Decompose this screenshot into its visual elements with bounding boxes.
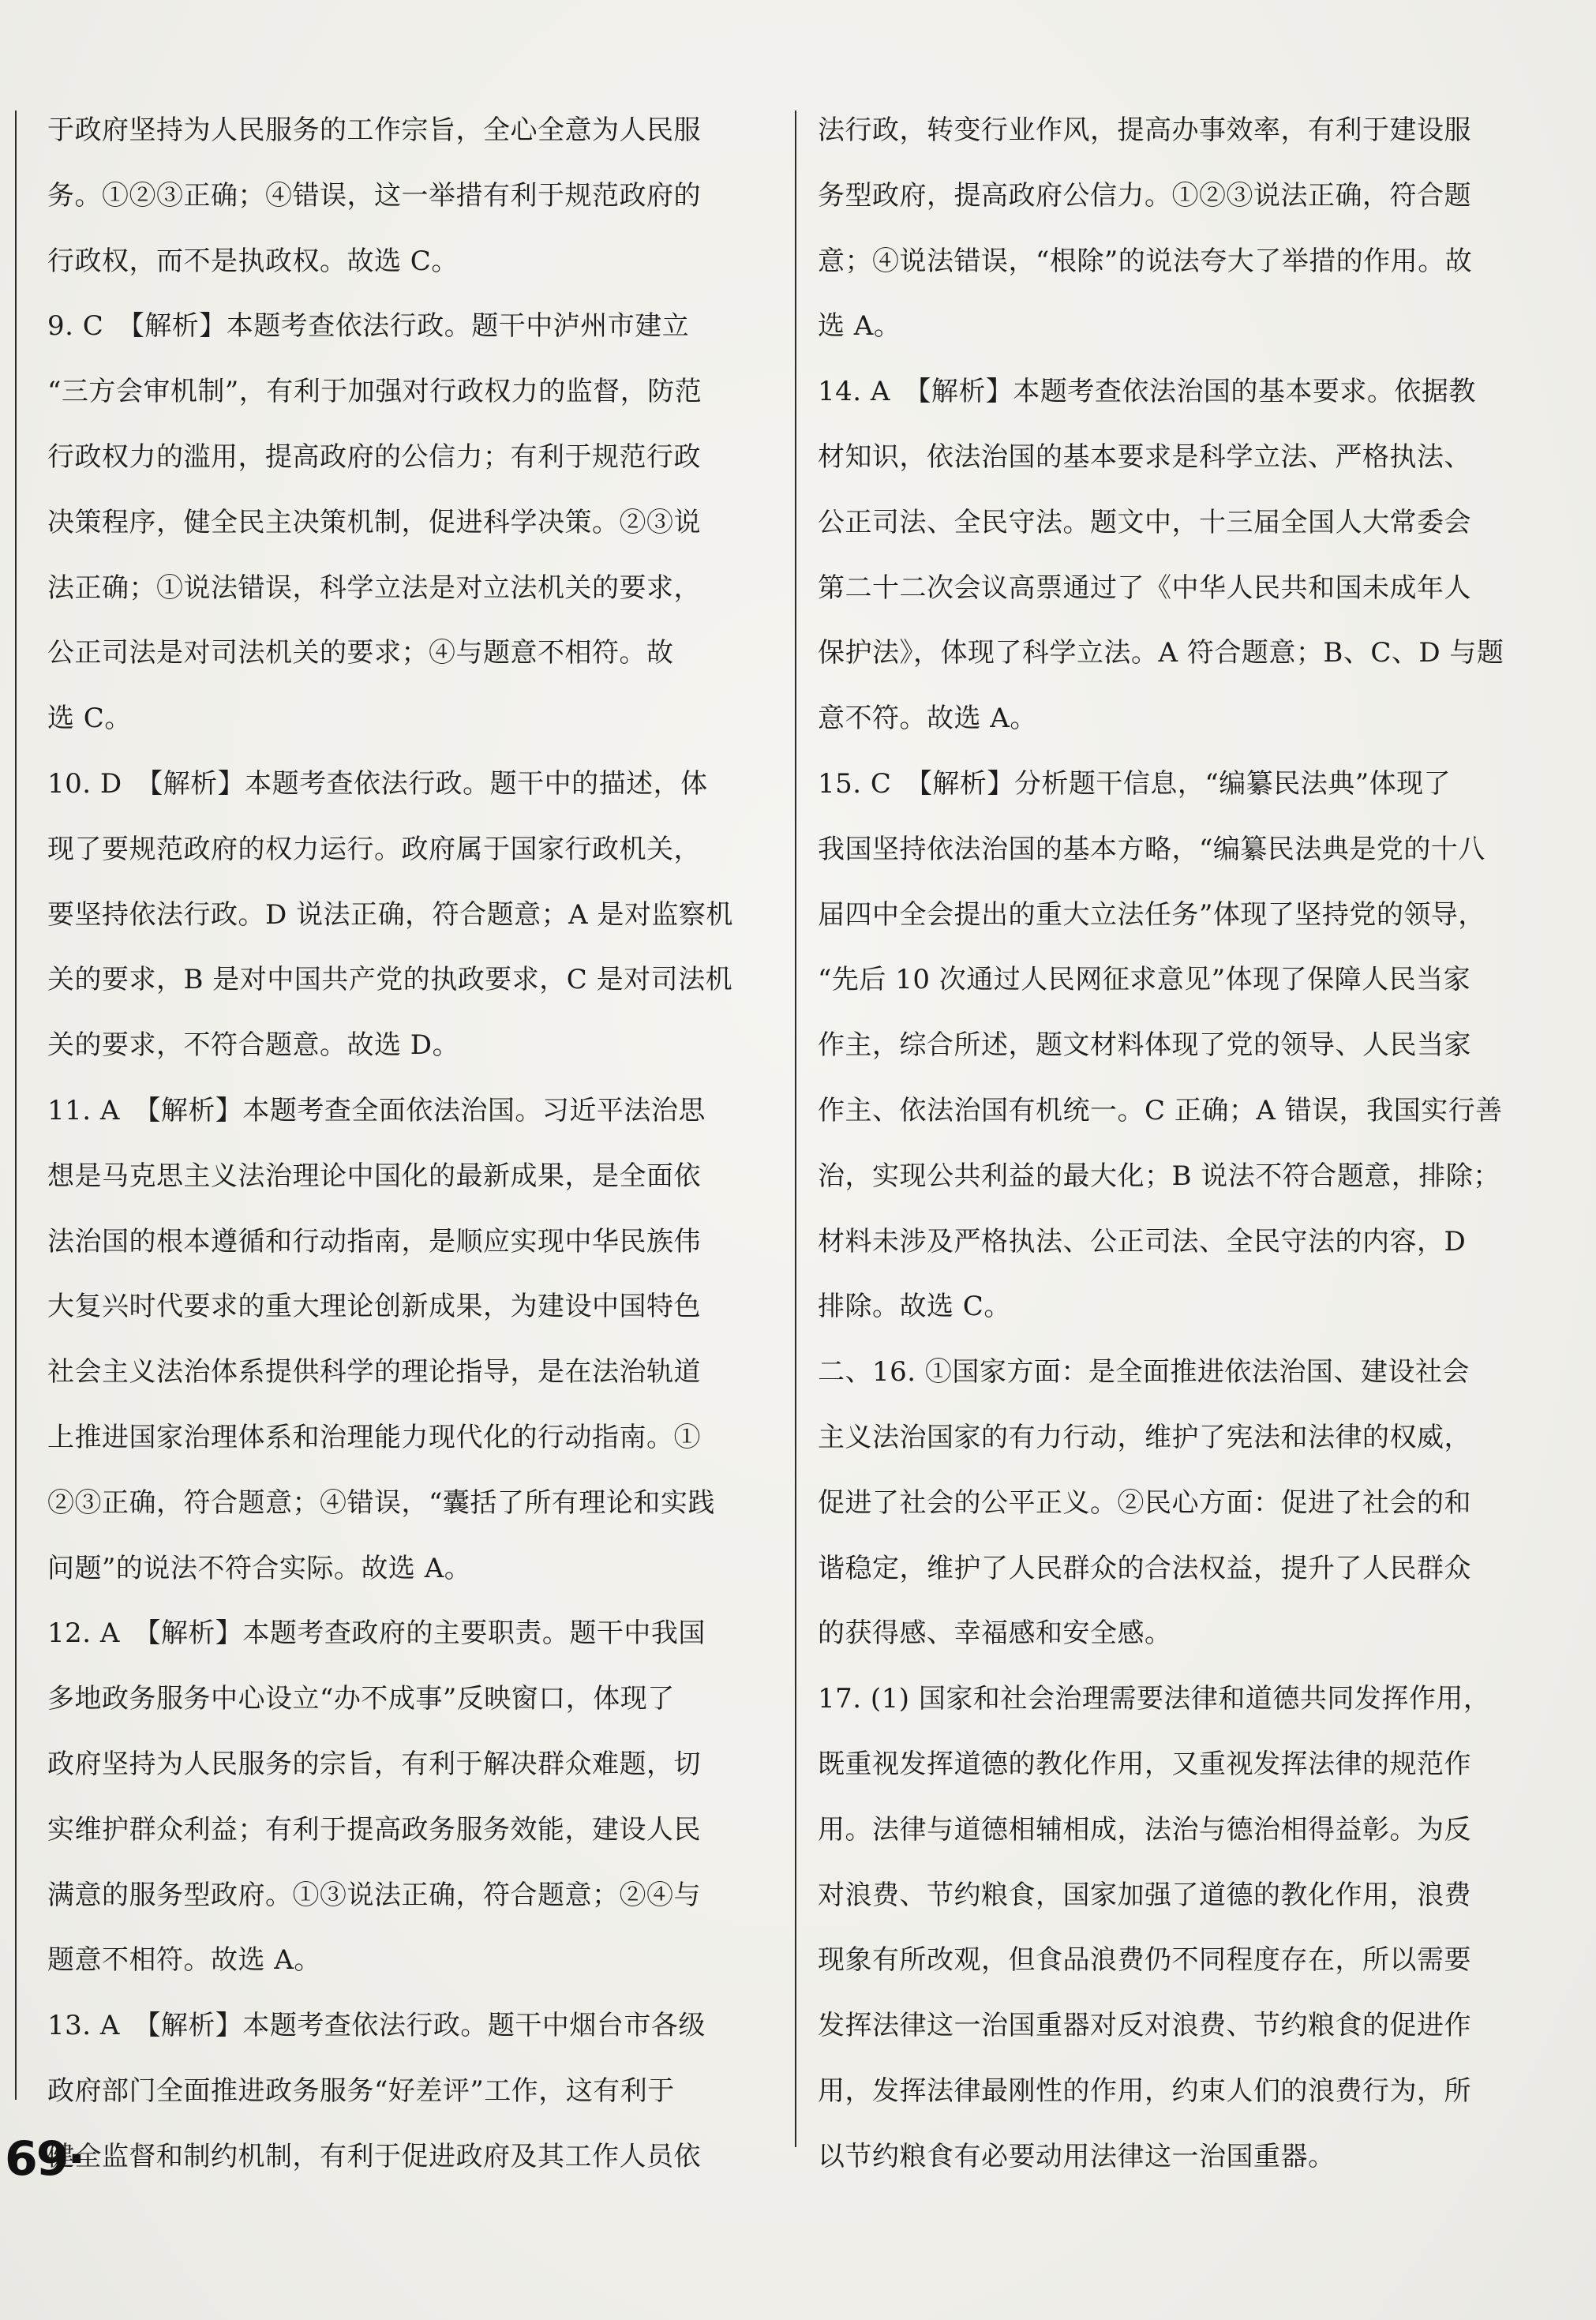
text-line: 务型政府，提高政府公信力。①②③说法正确，符合题 [818,179,1471,212]
text-line: 上推进国家治理体系和治理能力现代化的行动指南。① [47,1421,701,1453]
text-line: “三方会审机制”，有利于加强对行政权力的监督，防范 [47,376,702,408]
text-line: 务。①②③正确；④错误，这一举措有利于规范政府的 [47,179,701,212]
text-line: 12. A 【解析】本题考查政府的主要职责。题干中我国 [47,1617,706,1650]
text-line: 政府部门全面推进政务服务“好差评”工作，这有利于 [47,2075,675,2107]
text-line: 发挥法律这一治国重器对反对浪费、节约粮食的促进作 [818,2010,1471,2042]
text-line: 对浪费、节约粮食，国家加强了道德的教化作用，浪费 [818,1879,1471,1911]
text-line: 15. C 【解析】分析题干信息，“编纂民法典”体现了 [818,767,1452,800]
text-line: 大复兴时代要求的重大理论创新成果，为建设中国特色 [47,1291,701,1323]
text-line: 选 A。 [818,310,901,343]
text-line: 想是马克思主义法治理论中国化的最新成果，是全面依 [47,1160,701,1192]
text-line: 问题”的说法不符合实际。故选 A。 [47,1552,472,1584]
text-line: 于政府坚持为人民服务的工作宗旨，全心全意为人民服 [47,114,701,146]
text-line: 的获得感、幸福感和安全感。 [818,1617,1172,1650]
text-line: 10. D 【解析】本题考查依法行政。题干中的描述，体 [47,767,708,800]
text-line: 要坚持依法行政。D 说法正确，符合题意；A 是对监察机 [47,898,733,931]
text-line: 选 C。 [47,703,132,735]
text-line: 题意不相符。故选 A。 [47,1944,321,1977]
text-line: “先后 10 次通过人民网征求意见”体现了保障人民当家 [818,964,1471,996]
text-line: 法正确；①说法错误，科学立法是对立法机关的要求， [47,572,701,604]
text-line: 公正司法是对司法机关的要求；④与题意不相符。故 [47,637,674,669]
text-line: 届四中全会提出的重大立法任务”体现了坚持党的领导， [818,898,1485,931]
text-line: 既重视发挥道德的教化作用，又重视发挥法律的规范作 [818,1748,1471,1780]
text-line: 材料未涉及严格执法、公正司法、全民守法的内容，D [818,1225,1467,1257]
text-line: 用，发挥法律最刚性的作用，约束人们的浪费行为，所 [818,2075,1471,2107]
text-line: 我国坚持依法治国的基本方略，“编纂民法典是党的十八 [818,833,1485,865]
text-line: 以节约粮食有必要动用法律这一治国重器。 [818,2140,1336,2172]
text-line: 关的要求，B 是对中国共产党的执政要求，C 是对司法机 [47,964,733,996]
column-divider [795,111,796,2147]
text-line: 13. A 【解析】本题考查依法行政。题干中烟台市各级 [47,2010,706,2042]
text-line: 现象有所改观，但食品浪费仍不同程度存在，所以需要 [818,1944,1471,1977]
text-line: 关的要求，不符合题意。故选 D。 [47,1029,460,1062]
text-line: 意不符。故选 A。 [818,703,1037,735]
text-line: 用。法律与道德相辅相成，法治与德治相得益彰。为反 [818,1813,1471,1846]
text-line: 公正司法、全民守法。题文中，十三届全国人大常委会 [818,506,1471,538]
text-line: 健全监督和制约机制，有利于促进政府及其工作人员依 [47,2140,701,2172]
text-line: 满意的服务型政府。①③说法正确，符合题意；②④与 [47,1879,701,1911]
text-line: 法行政，转变行业作风，提高办事效率，有利于建设服 [818,114,1471,146]
text-line: 现了要规范政府的权力运行。政府属于国家行政机关， [47,833,701,865]
text-line: 实维护群众利益；有利于提高政务服务效能，建设人民 [47,1813,701,1846]
text-line: 谐稳定，维护了人民群众的合法权益，提升了人民群众 [818,1552,1471,1584]
text-line: 治，实现公共利益的最大化；B 说法不符合题意，排除； [818,1160,1500,1192]
text-line: 政府坚持为人民服务的宗旨，有利于解决群众难题，切 [47,1748,701,1780]
text-line: 决策程序，健全民主决策机制，促进科学决策。②③说 [47,506,701,538]
text-line: 意；④说法错误，“根除”的说法夸大了举措的作用。故 [818,245,1473,277]
text-line: 主义法治国家的有力行动，维护了宪法和法律的权威， [818,1421,1471,1453]
text-line: 多地政务服务中心设立“办不成事”反映窗口，体现了 [47,1683,675,1715]
text-line: 11. A 【解析】本题考查全面依法治国。习近平法治思 [47,1094,706,1126]
text-line: 排除。故选 C。 [818,1291,1011,1323]
right-column [818,98,1556,2190]
text-line: 社会主义法治体系提供科学的理论指导，是在法治轨道 [47,1356,701,1389]
page-number: 69· [5,2131,84,2187]
text-line: 保护法》，体现了科学立法。A 符合题意；B、C、D 与题 [818,637,1504,669]
text-line: 第二十二次会议高票通过了《中华人民共和国未成年人 [818,572,1471,604]
text-line: 作主、依法治国有机统一。C 正确；A 错误，我国实行善 [818,1094,1503,1126]
text-line: ②③正确，符合题意；④错误，“囊括了所有理论和实践 [47,1486,715,1519]
text-line: 法治国的根本遵循和行动指南，是顺应实现中华民族伟 [47,1225,701,1257]
text-line: 9. C 【解析】本题考查依法行政。题干中泸州市建立 [47,310,690,343]
text-line: 14. A 【解析】本题考查依法治国的基本要求。依据教 [818,376,1476,408]
text-line: 材知识，依法治国的基本要求是科学立法、严格执法、 [818,440,1471,473]
text-line: 行政权力的滥用，提高政府的公信力；有利于规范行政 [47,440,701,473]
left-margin-rule [15,111,17,2100]
text-line: 行政权，而不是执政权。故选 C。 [47,245,459,277]
text-line: 作主，综合所述，题文材料体现了党的领导、人民当家 [818,1029,1471,1062]
text-line: 17. (1) 国家和社会治理需要法律和道德共同发挥作用， [818,1683,1491,1715]
left-column [47,98,766,2190]
text-line: 促进了社会的公平正义。②民心方面：促进了社会的和 [818,1486,1471,1519]
text-line: 二、16. ①国家方面：是全面推进依法治国、建设社会 [818,1356,1470,1389]
